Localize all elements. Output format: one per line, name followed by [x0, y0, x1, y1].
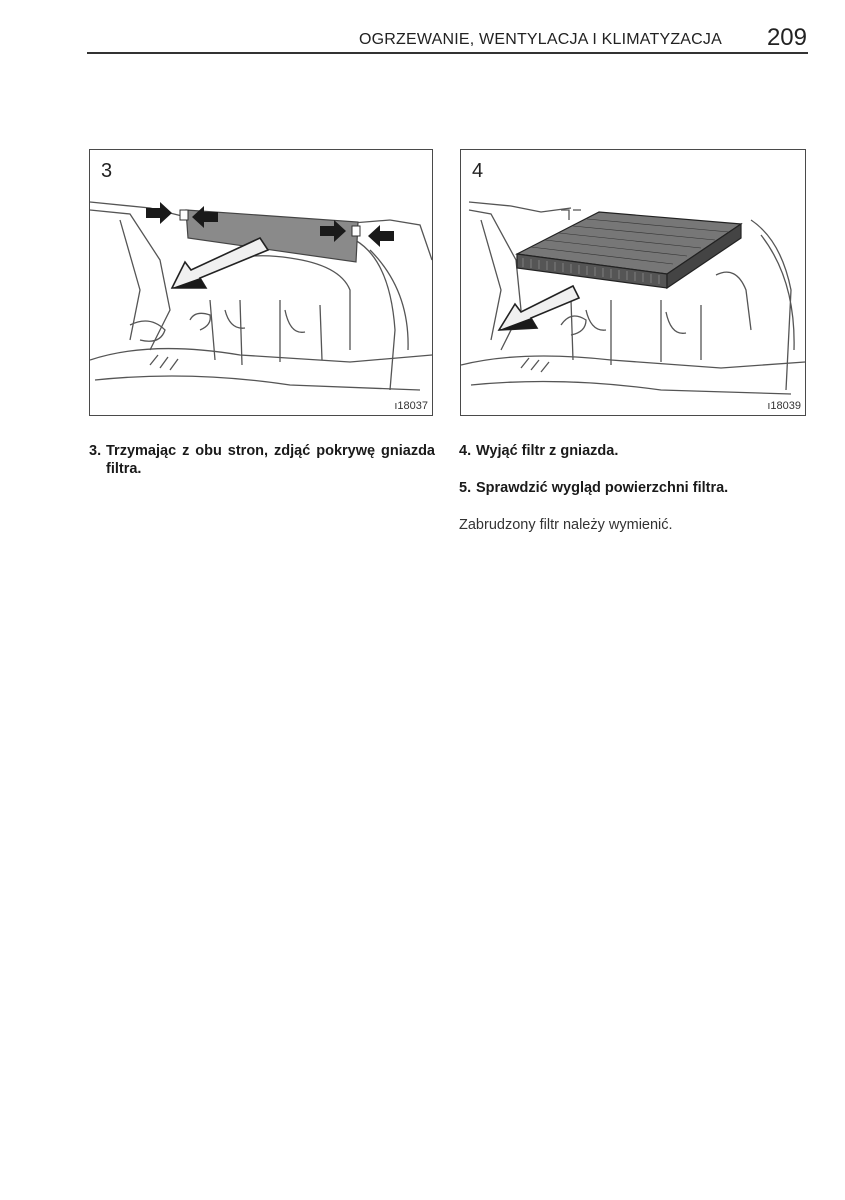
- step-3: [89, 442, 435, 478]
- arrow-pull-out-icon: [172, 238, 268, 288]
- step-text: Trzymając z obu stron, zdjąć pokrywę gniazda filtra.: [106, 443, 435, 477]
- cabin-filter: [517, 212, 741, 288]
- instructions-right-column: [459, 442, 809, 534]
- remove-filter-cover-drawing: [90, 150, 432, 415]
- step-text: Wyjąć filtr z gniazda.: [476, 443, 619, 459]
- step-number: 4.: [459, 443, 472, 459]
- chapter-title: OGRZEWANIE, WENTYLACJA I KLIMATYZACJA: [358, 31, 722, 48]
- page-number: 209: [766, 24, 807, 51]
- figure-code: ı18037: [394, 400, 428, 412]
- page-header: [87, 24, 808, 54]
- remove-filter-drawing: [461, 150, 805, 415]
- instructions-left-column: [89, 442, 435, 478]
- step-number: 3.: [89, 443, 102, 459]
- figure-code: ı18039: [767, 400, 801, 412]
- step-text: Sprawdzić wygląd powierzchni filtra.: [476, 480, 729, 496]
- note-text: Zabrudzony filtr należy wymienić.: [459, 517, 673, 533]
- arrow-pull-out-icon: [499, 286, 579, 330]
- figure-4-illustration: [460, 149, 806, 416]
- step-number: 5.: [459, 480, 472, 496]
- figure-number: 4: [472, 160, 484, 182]
- step-5: [459, 479, 809, 497]
- figure-number: 3: [101, 160, 113, 182]
- figure-3-illustration: [89, 149, 433, 416]
- step-4: [459, 442, 809, 460]
